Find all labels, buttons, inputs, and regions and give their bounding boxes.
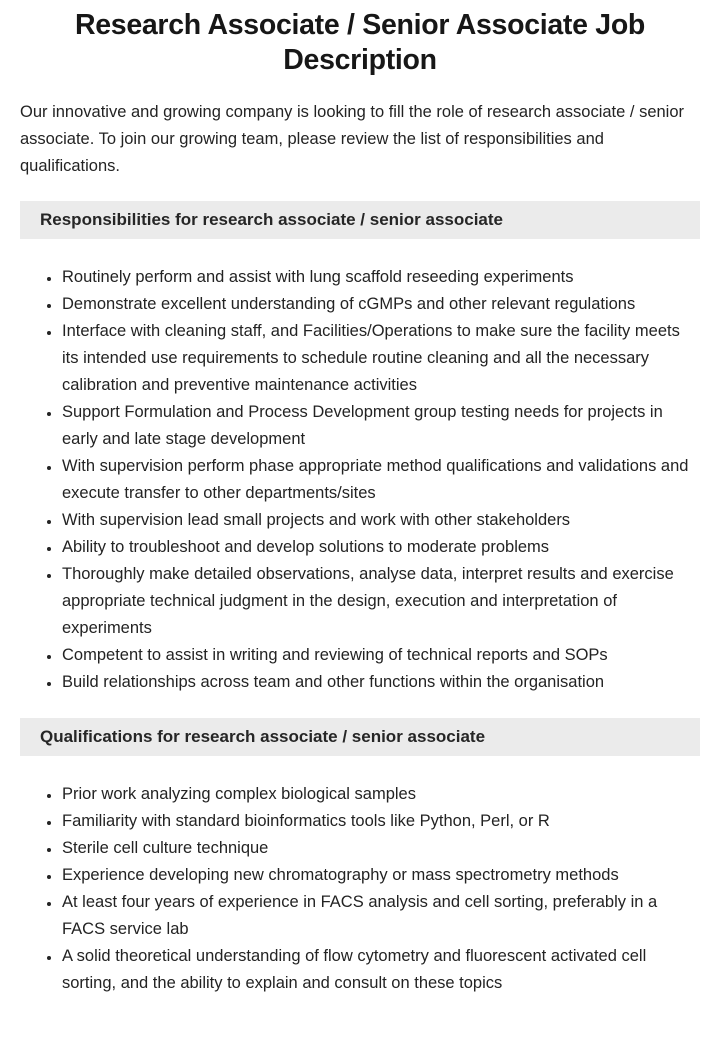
qualifications-section-heading: Qualifications for research associate / senior associate (20, 718, 700, 756)
responsibility-item: • Support Formulation and Process Development group testing needs for projects in early and late stage development (61, 399, 700, 453)
qualifications-list (20, 781, 700, 997)
responsibility-item: • Routinely perform and assist with lung scaffold reseeding experiments (61, 264, 700, 291)
qualification-item: • Sterile cell culture technique (61, 835, 700, 862)
responsibility-item: • With supervision perform phase appropriate method qualifications and validations and execute transfer to other departments/sites (61, 453, 700, 507)
qualification-item: • At least four years of experience in FACS analysis and cell sorting, preferably in a FACS service lab (61, 889, 700, 943)
responsibilities-list (20, 264, 700, 696)
responsibilities-section-heading: Responsibilities for research associate / senior associate (20, 201, 700, 239)
qualification-item: • A solid theoretical understanding of flow cytometry and fluorescent activated cell sorting, and the ability to explain and consult on these topics (61, 943, 700, 997)
responsibility-item: • Ability to troubleshoot and develop solutions to moderate problems (61, 534, 700, 561)
responsibility-item: • Build relationships across team and other functions within the organisation (61, 669, 700, 696)
responsibility-item: • Thoroughly make detailed observations, analyse data, interpret results and exercise appropriate technical judgment in the design, execution and interpretation of experiments (61, 561, 700, 642)
intro-paragraph: Our innovative and growing company is looking to fill the role of research associate / senior associate. To join our growing team, please review the list of responsibilities and qualifications. (20, 103, 685, 175)
responsibility-item: • With supervision lead small projects and work with other stakeholders (61, 507, 700, 534)
responsibility-item: • Demonstrate excellent understanding of cGMPs and other relevant regulations (61, 291, 700, 318)
page-title: Research Associate / Senior Associate Job Description (74, 9, 646, 76)
qualification-item: • Familiarity with standard bioinformatics tools like Python, Perl, or R (61, 808, 700, 835)
qualification-item: • Experience developing new chromatography or mass spectrometry methods (61, 862, 700, 889)
responsibility-item: • Interface with cleaning staff, and Facilities/Operations to make sure the facility meets its intended use requirements to schedule routine cleaning and all the necessary calibration and preventive maintenance activities (61, 318, 700, 399)
qualification-item: • Prior work analyzing complex biological samples (61, 781, 700, 808)
responsibility-item: • Competent to assist in writing and reviewing of technical reports and SOPs (61, 642, 700, 669)
